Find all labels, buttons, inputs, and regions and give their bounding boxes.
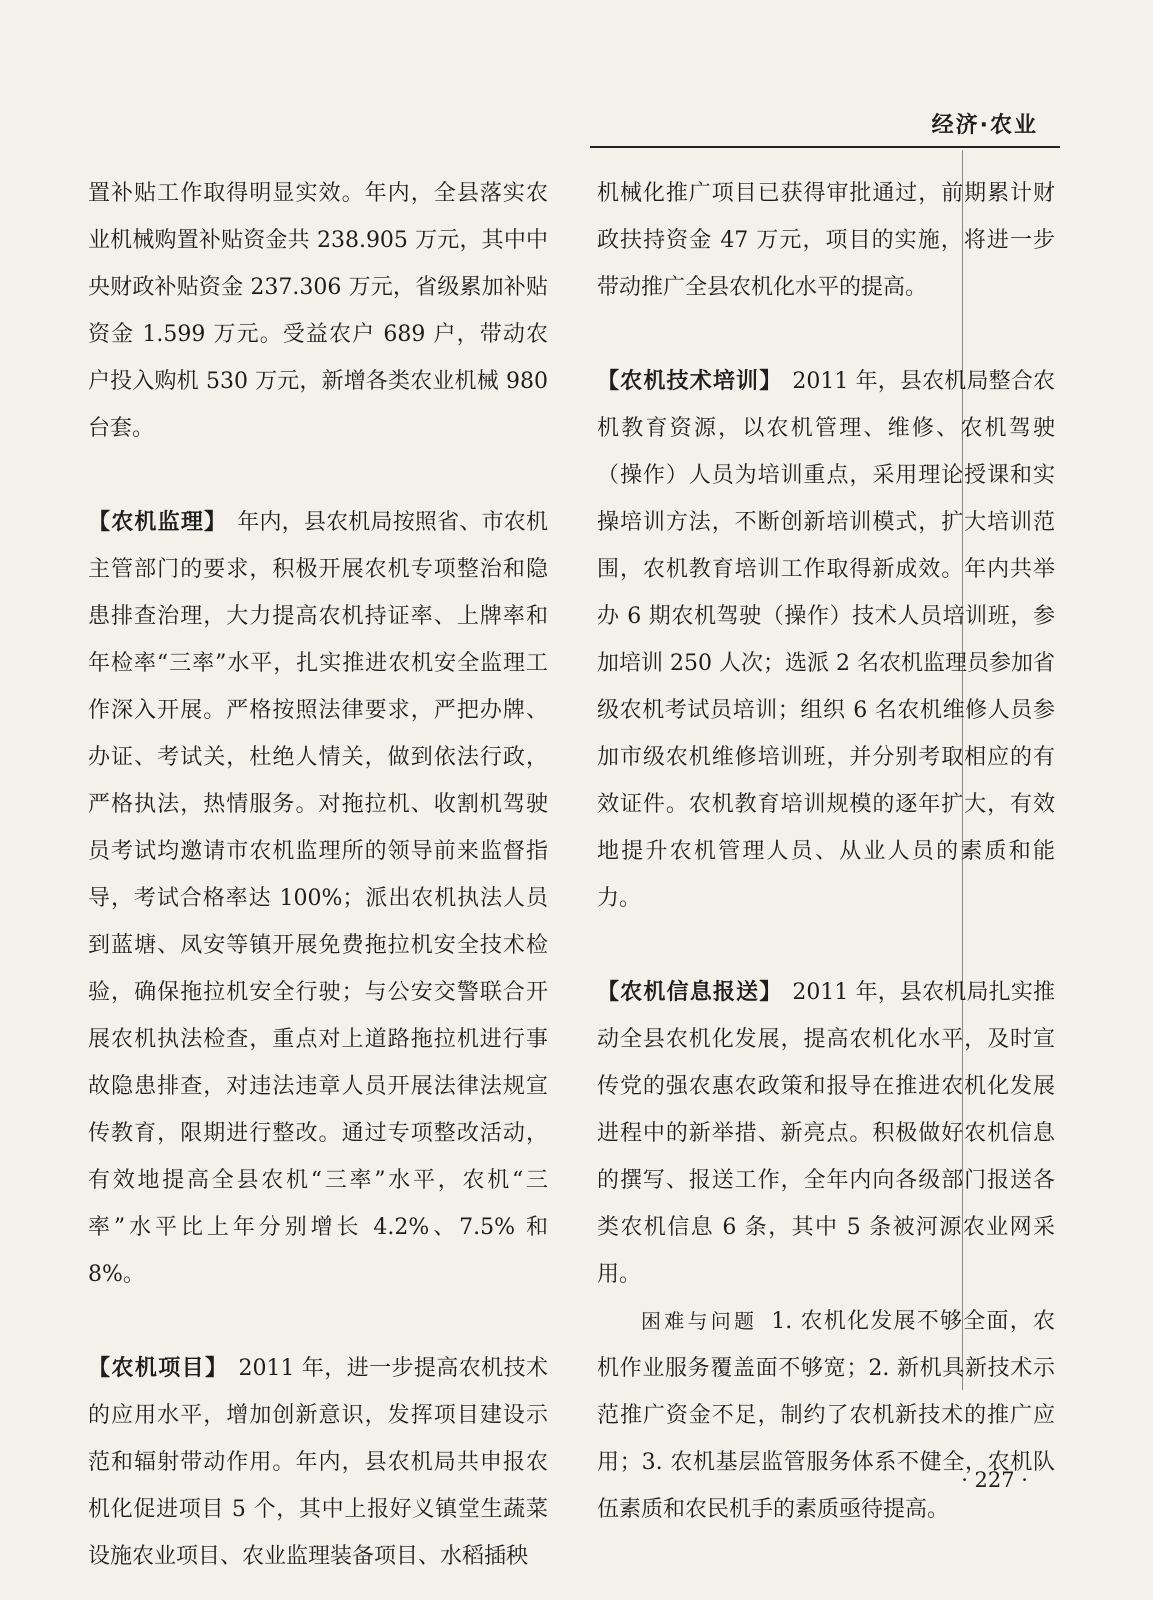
running-header: 经济·农业 bbox=[931, 113, 1038, 138]
training-body: 2011 年，县农机局整合农机教育资源，以农机管理、维修、农机驾驶（操作）人员为培训重点，采用理论授课和实操培训方法，不断创新培训模式，扩大培训范围，农机教育培训工作取得新成效。年内共举办 6 期农机驾驶（操作）技术人员培训班，参加培训 250 人次；选派 2 名农机监理员参加省级农机考试员培训；组织 6 名农机维修人员参加市级农机维修培训班，并分别考取相应的有效证件。农机教育培训规模的逐年扩大，有效地提升农机管理人员、从业人员的素质和能力。 bbox=[597, 369, 1055, 911]
info-reporting-body: 2011 年，县农机局扎实推动全县农机化发展，提高农机化水平，及时宣传党的强农惠农政策和报导在推进农机化发展进程中的新举措、新亮点。积极做好农机信息的撰写、报送工作，全年内向各级部门报送各类农机信息 6 条，其中 5 条被河源农业网采用。 bbox=[597, 980, 1055, 1287]
problems-title: 困难与问题 bbox=[641, 1309, 758, 1333]
info-reporting-title: 【农机信息报送】 bbox=[597, 980, 783, 1005]
projects-body: 2011 年，进一步提高农机技术的应用水平，增加创新意识，发挥项目建设示范和辐射带动作用。年内，县农机局共申报农机化促进项目 5 个，其中上报好义镇堂生蔬菜设施农业项目、农业监理装备项目、水稻插秧 bbox=[88, 1356, 548, 1569]
problems-section bbox=[597, 1298, 1055, 1533]
training-section bbox=[597, 358, 1055, 922]
problems-body: 1. 农机化发展不够全面，农机作业服务覆盖面不够宽；2. 新机具新技术示范推广资金不足，制约了农机新技术的推广应用；3. 农机基层监管服务体系不健全，农机队伍素质和农民机手的素质亟待提高。 bbox=[597, 1309, 1056, 1522]
intro-paragraph: 置补贴工作取得明显实效。年内，全县落实农业机械购置补贴资金共 238.905 万元，其中中央财政补贴资金 237.306 万元，省级累加补贴资金 1.599 万元。受益农户 689 户，带动农户投入购机 530 万元，新增各类农业机械 980 台套。 bbox=[88, 181, 548, 441]
left-column bbox=[88, 170, 548, 1580]
info-reporting-section bbox=[597, 969, 1055, 1298]
projects-section bbox=[88, 1345, 548, 1580]
training-title: 【农机技术培训】 bbox=[597, 369, 783, 394]
right-column bbox=[597, 170, 1055, 1533]
projects-title: 【农机项目】 bbox=[88, 1356, 229, 1381]
page-number: · 227 · bbox=[961, 1468, 1028, 1492]
supervision-section bbox=[88, 499, 548, 1298]
projects-continued: 机械化推广项目已获得审批通过，前期累计财政扶持资金 47 万元，项目的实施，将进一步带动推广全县农机化水平的提高。 bbox=[597, 181, 1055, 300]
supervision-body: 年内，县农机局按照省、市农机主管部门的要求，积极开展农机专项整治和隐患排查治理，大力提高农机持证率、上牌率和年检率“三率”水平，扎实推进农机安全监理工作深入开展。严格按照法律要求，严把办牌、办证、考试关，杜绝人情关，做到依法行政，严格执法，热情服务。对拖拉机、收割机驾驶员考试均邀请市农机监理所的领导前来监督指导，考试合格率达 100%；派出农机执法人员到蓝塘、凤安等镇开展免费拖拉机安全技术检验，确保拖拉机安全行驶；与公安交警联合开展农机执法检查，重点对上道路拖拉机进行事故隐患排查，对违法违章人员开展法律法规宣传教育，限期进行整改。通过专项整改活动，有效地提高全县农机“三率”水平，农机“三率”水平比上年分别增长 4.2%、7.5% 和 8%。 bbox=[88, 510, 548, 1287]
supervision-title: 【农机监理】 bbox=[88, 510, 228, 535]
header-rule bbox=[590, 146, 1060, 148]
